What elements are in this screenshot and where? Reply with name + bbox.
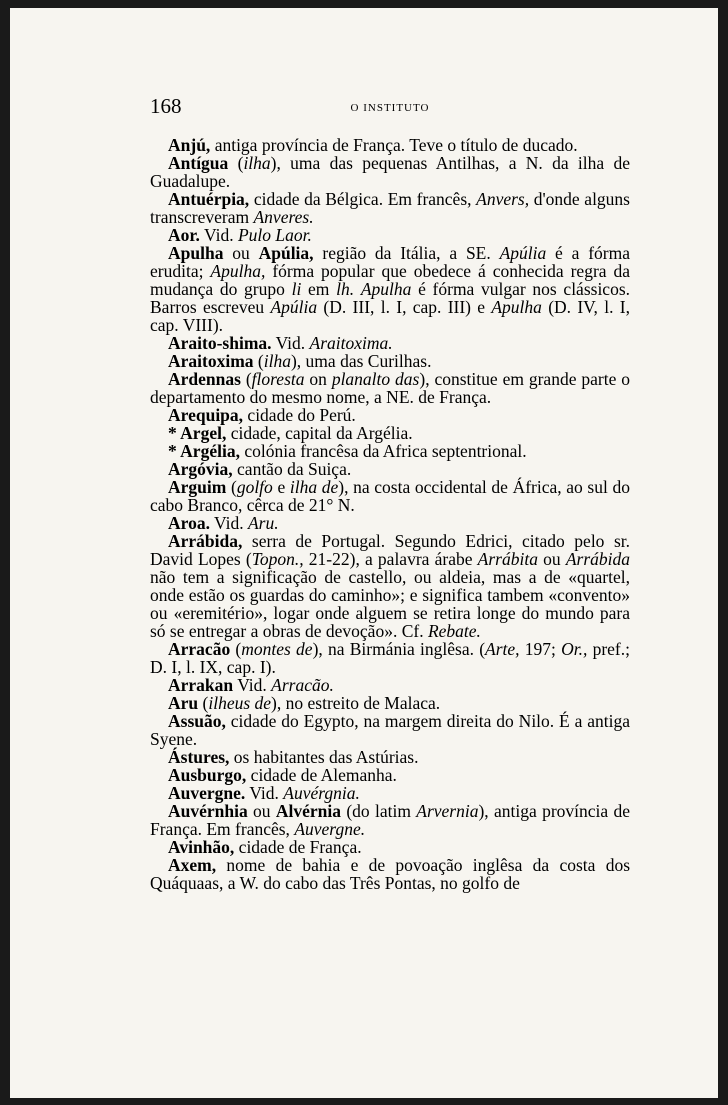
entry-text: ), uma das Curilhas. xyxy=(290,351,432,371)
dictionary-entry xyxy=(150,406,630,424)
entry-text: pref.; D. I, l. IX, cap. I). xyxy=(150,639,630,677)
entry-text: ( xyxy=(228,153,244,173)
entry-italic-text: Or., xyxy=(561,639,588,659)
dictionary-text xyxy=(150,136,630,892)
dictionary-entry xyxy=(150,640,630,676)
entry-italic-text: Auvergne. xyxy=(294,819,366,839)
entry-italic-text: ilha xyxy=(263,351,291,371)
entry-italic-text: montes de xyxy=(241,639,313,659)
entry-text: fórma popular que obedece á conhecida regra da mudança do grupo xyxy=(150,261,631,299)
entry-italic-text: Anvers, xyxy=(476,189,530,209)
dictionary-entry xyxy=(150,838,630,856)
entry-headword: Apulha xyxy=(168,243,224,263)
entry-text: ou xyxy=(223,243,259,263)
page-header xyxy=(150,94,630,118)
entry-italic-text: Apulha xyxy=(360,279,412,299)
entry-text: 197; xyxy=(519,639,562,659)
entry-italic-text: Araitoxima. xyxy=(309,333,393,353)
entry-italic-text: Auvérgnia. xyxy=(283,783,360,803)
entry-headword: Araitoxima xyxy=(168,351,254,371)
dictionary-entry xyxy=(150,712,630,748)
entry-headword: Araito-shima. xyxy=(168,333,272,353)
entry-text: cidade do Perú. xyxy=(243,405,356,425)
entry-headword: Arracão xyxy=(168,639,231,659)
entry-text: ( xyxy=(253,351,264,371)
entry-text: (do latim xyxy=(341,801,417,821)
entry-text: (D. III, l. I, cap. III) e xyxy=(317,297,492,317)
page-number: 168 xyxy=(150,94,182,118)
entry-headword: Avinhão, xyxy=(168,837,235,857)
dictionary-entry xyxy=(150,460,630,478)
entry-text: antiga província de França. Teve o título de ducado. xyxy=(210,135,578,155)
entry-text: ), uma das pequenas Antilhas, a N. da ilha de Guadalupe. xyxy=(150,153,630,191)
entry-text: não tem a significação de castello, ou aldeia, mas a de «quartel, onde estão os guardas do caminho»; e significa tambem «convento» ou «eremitério», logar onde alguem se retira longe do mundo para só se entregar a obras de devoção». Cf. xyxy=(150,567,630,641)
entry-text: ), na costa occidental de África, ao sul do cabo Branco, cêrca de 21° N. xyxy=(150,477,631,515)
entry-italic-text: ilha xyxy=(243,153,271,173)
entry-text: serra de Portugal. Segundo Edrici, citado pelo sr. David Lopes ( xyxy=(150,531,630,569)
entry-italic-text: Aru. xyxy=(247,513,279,533)
entry-text: e xyxy=(272,477,290,497)
entry-text: cantão da Suiça. xyxy=(232,459,352,479)
entry-italic-text: Arte, xyxy=(485,639,520,659)
entry-text: é a fórma erudita; xyxy=(150,243,630,281)
entry-italic-text: Topon., xyxy=(251,549,304,569)
entry-text: é fórma vulgar nos clássicos. Barros escreveu xyxy=(150,279,631,317)
entry-text: 21-22), a palavra árabe xyxy=(303,549,478,569)
entry-text: em xyxy=(301,279,337,299)
entry-text: os habitantes das Astúrias. xyxy=(229,747,419,767)
entry-headword: Ardennas xyxy=(168,369,241,389)
entry-italic-text: Apúlia xyxy=(270,297,318,317)
entry-headword: Arrakan xyxy=(168,675,234,695)
entry-text: ), antiga província de França. Em francês, xyxy=(150,801,630,839)
entry-headword: Axem, xyxy=(168,855,217,875)
dictionary-entry xyxy=(150,478,630,514)
dictionary-entry xyxy=(150,370,630,406)
entry-headword: Auvérnhia xyxy=(168,801,248,821)
entry-text: ( xyxy=(198,693,209,713)
entry-italic-text: Arrábida xyxy=(565,549,630,569)
dictionary-entry xyxy=(150,352,630,370)
entry-text: ), constitue em grande parte o departamento do mesmo nome, a NE. de França. xyxy=(150,369,630,407)
dictionary-entry xyxy=(150,136,630,154)
entry-headword: Ástures, xyxy=(168,747,230,767)
dictionary-entry xyxy=(150,856,630,892)
dictionary-entry xyxy=(150,226,630,244)
entry-text xyxy=(354,279,361,299)
entry-text: Vid. xyxy=(209,513,248,533)
entry-text: nome de bahia e de povoação inglêsa da costa dos Quáquaas, a W. do cabo das Três Pontas, no golfo de xyxy=(150,855,630,893)
entry-text: Vid. xyxy=(233,675,272,695)
entry-text: cidade do Egypto, na margem direita do Nilo. É a antiga Syene. xyxy=(150,711,630,749)
entry-headword: Aroa. xyxy=(168,513,210,533)
entry-headword: Antuérpia, xyxy=(168,189,250,209)
entry-text: cidade da Bélgica. Em francês, xyxy=(249,189,477,209)
dictionary-entry xyxy=(150,190,630,226)
entry-text: ou xyxy=(247,801,276,821)
dictionary-entry xyxy=(150,802,630,838)
running-title: O INSTITUTO xyxy=(350,102,430,114)
entry-headword: Argóvia, xyxy=(168,459,233,479)
entry-headword: Assuão, xyxy=(168,711,226,731)
entry-text: on xyxy=(304,369,332,389)
entry-text: cidade de França. xyxy=(234,837,362,857)
entry-text: cidade de Alemanha. xyxy=(246,765,397,785)
entry-text: ( xyxy=(240,369,252,389)
entry-italic-text: lh. xyxy=(336,279,355,299)
entry-text: ( xyxy=(230,639,242,659)
entry-text: ), no estreito de Malaca. xyxy=(271,693,441,713)
entry-italic-text: Apúlia xyxy=(499,243,547,263)
dictionary-entry xyxy=(150,424,630,442)
entry-headword: Alvérnia xyxy=(275,801,342,821)
entry-italic-text: golfo xyxy=(236,477,273,497)
entry-italic-text: floresta xyxy=(251,369,305,389)
dictionary-entry xyxy=(150,244,630,334)
entry-headword: Arrábida, xyxy=(168,531,243,551)
entry-headword: Antígua xyxy=(168,153,229,173)
dictionary-entry xyxy=(150,784,630,802)
entry-marker: * xyxy=(168,423,181,443)
entry-italic-text: li xyxy=(291,279,302,299)
entry-text: ou xyxy=(537,549,566,569)
entry-italic-text: Arracão. xyxy=(271,675,334,695)
entry-italic-text: Apulha, xyxy=(210,261,266,281)
entry-text: Vid. xyxy=(199,225,238,245)
entry-marker: * xyxy=(168,441,181,461)
entry-italic-text: Arvernia xyxy=(416,801,479,821)
entry-headword: Arequipa, xyxy=(168,405,244,425)
entry-text: cidade, capital da Argélia. xyxy=(226,423,413,443)
dictionary-entry xyxy=(150,532,630,640)
dictionary-entry xyxy=(150,676,630,694)
entry-italic-text: Pulo Laor. xyxy=(237,225,312,245)
entry-italic-text: Arrábita xyxy=(477,549,538,569)
entry-headword: Aru xyxy=(168,693,199,713)
entry-text: d'onde alguns transcreveram xyxy=(150,189,630,227)
entry-text: ), na Birmánia inglêsa. ( xyxy=(312,639,486,659)
dictionary-entry xyxy=(150,442,630,460)
entry-text: colónia francêsa da Africa septentrional. xyxy=(239,441,527,461)
dictionary-entry xyxy=(150,748,630,766)
entry-text: (D. IV, l. I, cap. VIII). xyxy=(150,297,630,335)
entry-headword: Apúlia, xyxy=(258,243,314,263)
entry-italic-text: planalto das xyxy=(331,369,420,389)
dictionary-entry xyxy=(150,334,630,352)
entry-headword: Anjú, xyxy=(168,135,211,155)
entry-italic-text: ilheus de xyxy=(208,693,272,713)
entry-headword: Argélia, xyxy=(180,441,240,461)
entry-italic-text: Rebate. xyxy=(427,621,481,641)
entry-headword: Arguim xyxy=(168,477,227,497)
entry-text: Vid. xyxy=(245,783,284,803)
entry-italic-text: ilha de xyxy=(289,477,339,497)
entry-headword: Aor. xyxy=(168,225,200,245)
entry-text: ( xyxy=(226,477,237,497)
dictionary-entry xyxy=(150,766,630,784)
entry-headword: Ausburgo, xyxy=(168,765,247,785)
entry-text: Vid. xyxy=(271,333,310,353)
dictionary-entry xyxy=(150,694,630,712)
entry-headword: Argel, xyxy=(180,423,227,443)
dictionary-entry xyxy=(150,154,630,190)
dictionary-entry xyxy=(150,514,630,532)
entry-headword: Auvergne. xyxy=(168,783,246,803)
entry-text: região da Itália, a SE. xyxy=(313,243,500,263)
entry-italic-text: Apulha xyxy=(491,297,542,317)
entry-italic-text: Anveres. xyxy=(253,207,314,227)
